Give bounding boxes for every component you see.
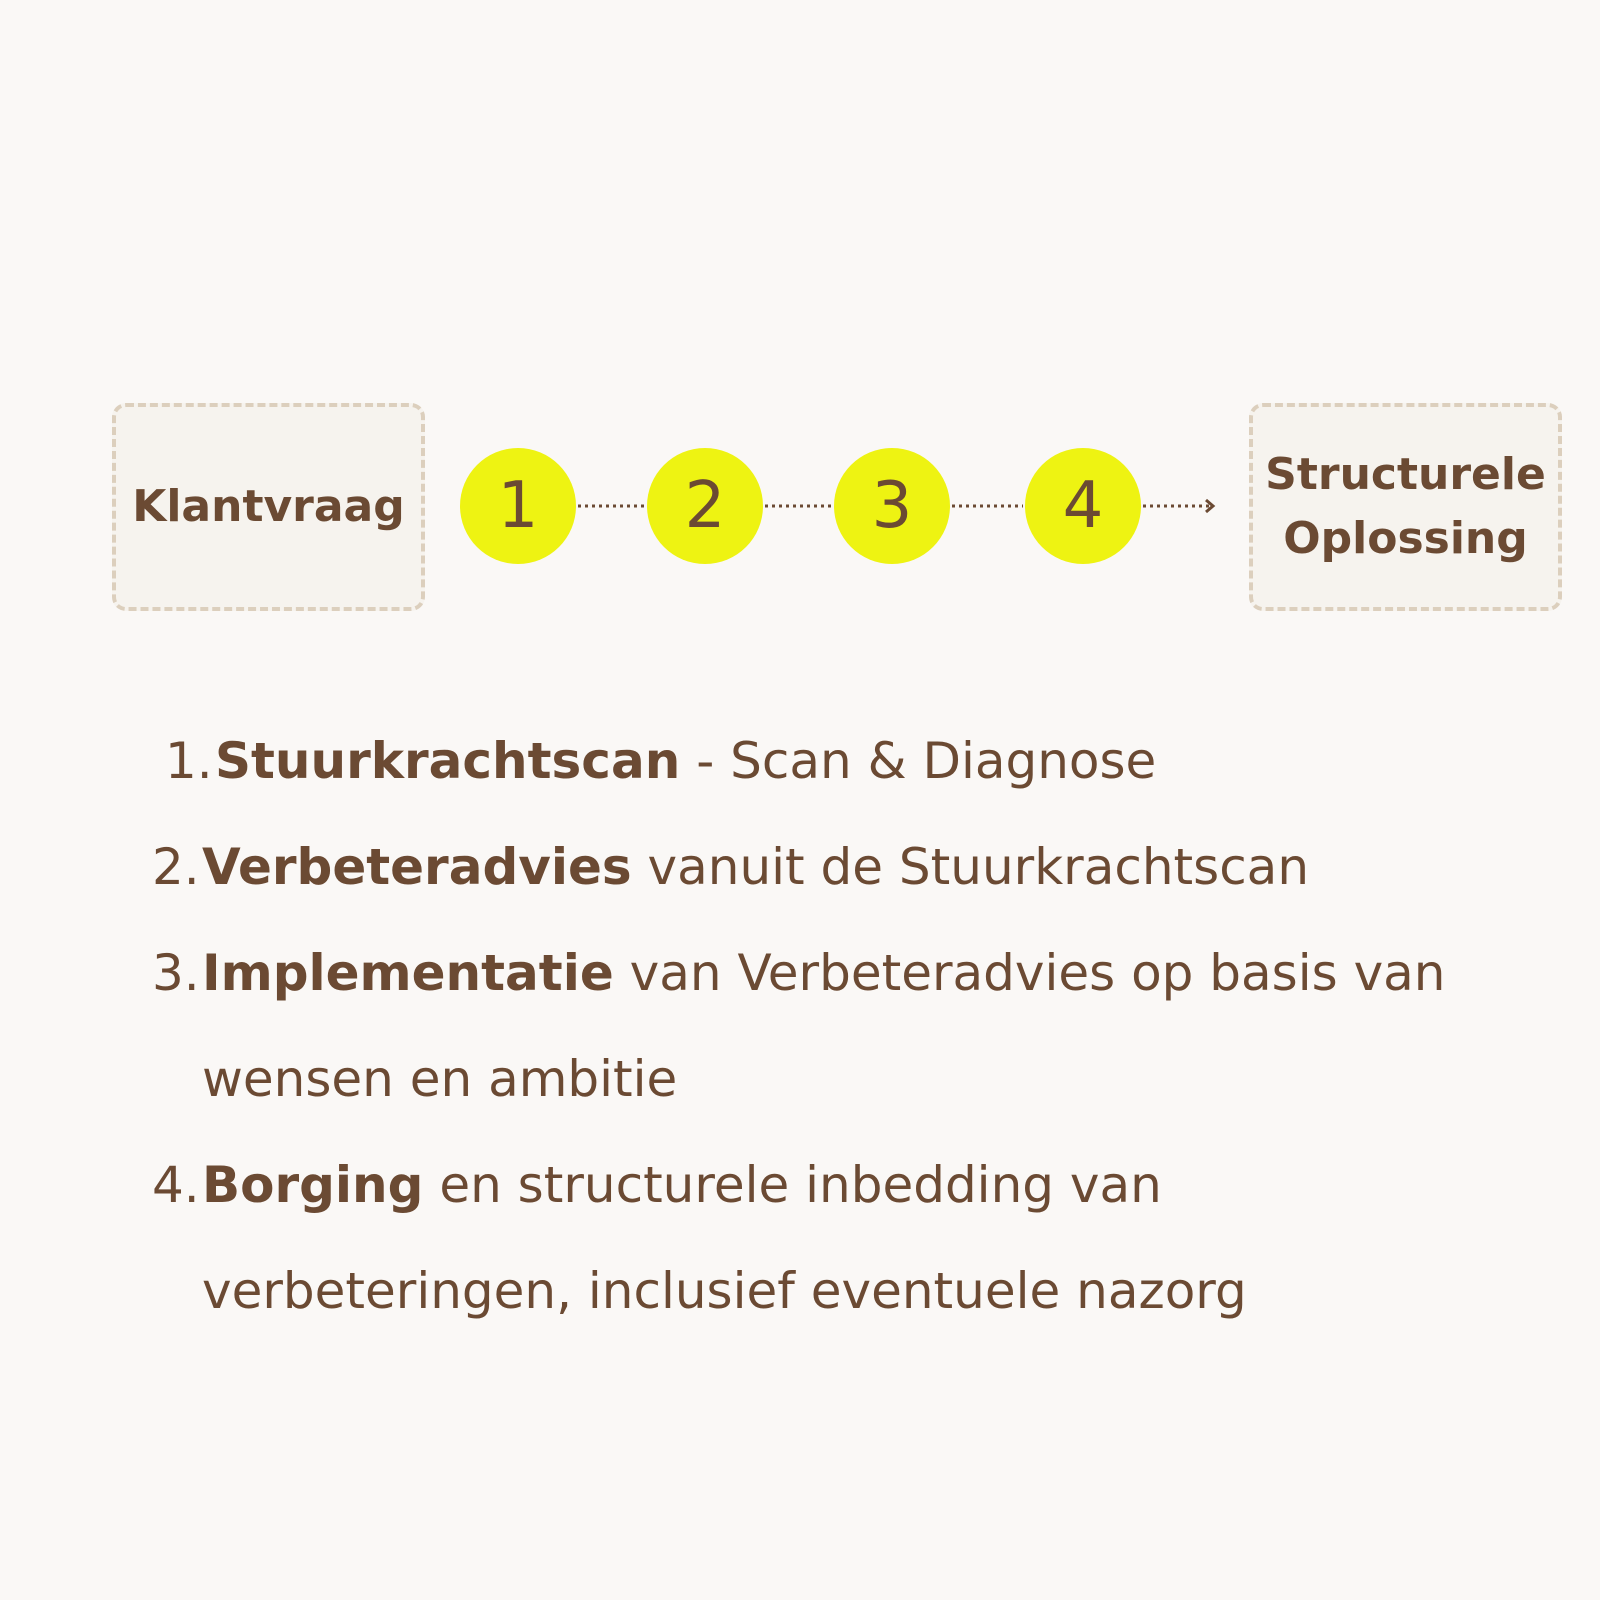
- step-2-number: 2: [684, 469, 726, 543]
- list-item-3-number: 3.: [152, 944, 200, 1002]
- list-item-1: [165, 732, 1156, 790]
- step-1-number: 1: [497, 469, 539, 543]
- list-item-3-text: van Verbeteradvies op basis van: [613, 944, 1446, 1002]
- step-3-number: 3: [871, 469, 913, 543]
- arrowhead-icon: [1206, 500, 1213, 512]
- list-item-2-title: Verbeteradvies: [202, 838, 632, 896]
- step-4-circle: [1025, 448, 1141, 564]
- step-4-number: 4: [1062, 469, 1104, 543]
- list-item-2-text: vanuit de Stuurkrachtscan: [631, 838, 1310, 896]
- end-box: [1249, 403, 1562, 611]
- end-label: [1265, 443, 1546, 571]
- end-label-line2: Oplossing: [1283, 513, 1528, 564]
- end-label-line1: Structurele: [1265, 449, 1546, 500]
- start-label: Klantvraag: [132, 481, 405, 532]
- list-item-1-text: - Scan & Diagnose: [680, 732, 1157, 790]
- list-item-4-text: en structurele inbedding van: [423, 1156, 1162, 1214]
- list-item-4: [152, 1156, 1162, 1214]
- list-item-4-continuation: verbeteringen, inclusief eventuele nazorg: [202, 1262, 1247, 1320]
- list-item-3-title: Implementatie: [202, 944, 614, 1002]
- list-item-1-number: 1.: [165, 732, 213, 790]
- list-item-2: [152, 838, 1309, 896]
- list-item-3-continuation: wensen en ambitie: [202, 1050, 678, 1108]
- step-3-circle: [834, 448, 950, 564]
- list-item-4-number: 4.: [152, 1156, 200, 1214]
- step-1-circle: [460, 448, 576, 564]
- list-item-3: [152, 944, 1446, 1002]
- list-item-1-title: Stuurkrachtscan: [215, 732, 681, 790]
- start-box: [112, 403, 425, 611]
- step-2-circle: [647, 448, 763, 564]
- list-item-2-number: 2.: [152, 838, 200, 896]
- list-item-4-title: Borging: [202, 1156, 424, 1214]
